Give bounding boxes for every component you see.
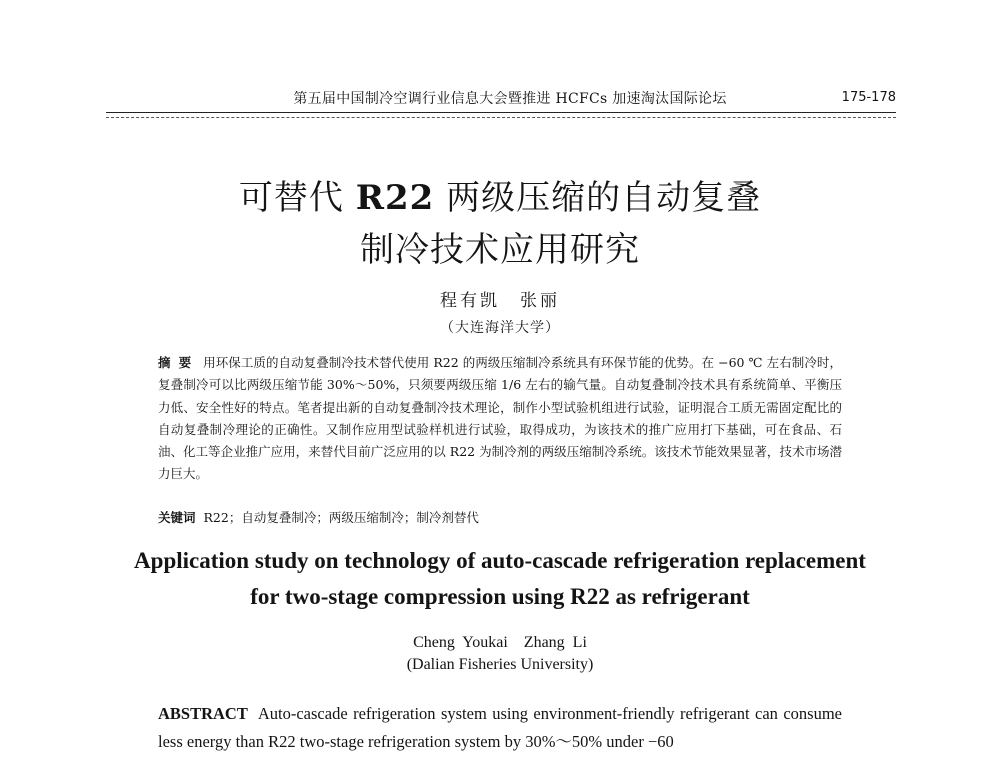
chinese-keywords-label: 关键词 — [158, 510, 196, 525]
english-abstract-label: ABSTRACT — [158, 704, 248, 723]
chinese-keywords — [158, 508, 479, 526]
page-range: 175-178 — [841, 90, 896, 105]
english-title-line-2: for two-stage compression using R22 as refrigerant — [250, 584, 750, 609]
running-header: 第五届中国制冷空调行业信息大会暨推进 HCFCs 加速淘汰国际论坛 — [293, 91, 727, 107]
english-abstract-text: Auto-cascade refrigeration system using environment-friendly refrigerant can consume less energy than R22 two-stage refrigeration system by 30%～50% under −60 — [158, 704, 842, 751]
chinese-abstract-text: 用环保工质的自动复叠制冷技术替代使用 R22 的两级压缩制冷系统具有环保节能的优势。在 −60 ℃ 左右制冷时，复叠制冷可以比两级压缩节能 30%～50%，只须要两级压缩 1/6 左右的输气量。自动复叠制冷技术具有系统简单、平衡压力低、安全性好的特点。笔者提出新的自动复叠制冷技术理论，制作小型试验机组进行试验，证明混合工质无需固定配比的自动复叠制冷理论的正确性。又制作应用型试验样机进行试验，取得成功，为该技术的推广应用打下基础，可在食品、石油、化工等企业推广应用，来替代目前广泛应用的以 R22 为制冷剂的两级压缩制冷系统。该技术节能效果显著，技术市场潜力巨大。 — [158, 355, 842, 482]
chinese-title-r22: R22 — [355, 178, 435, 218]
english-abstract — [158, 700, 842, 756]
chinese-title-line-1 — [0, 170, 1000, 219]
chinese-abstract-label: 摘要 — [158, 355, 200, 370]
chinese-affiliation: （大连海洋大学） — [440, 320, 560, 336]
chinese-keywords-text: R22；自动复叠制冷；两级压缩制冷；制冷剂替代 — [203, 510, 479, 525]
english-authors: Cheng Youkai Zhang Li — [413, 634, 587, 651]
chinese-abstract — [158, 352, 842, 486]
chinese-title-suffix: 两级压缩的自动复叠 — [434, 178, 762, 218]
header-rule-secondary — [106, 117, 896, 118]
english-title-line-1: Application study on technology of auto-cascade refrigeration replacement — [134, 548, 866, 573]
chinese-title-line-2: 制冷技术应用研究 — [360, 230, 640, 270]
english-affiliation: (Dalian Fisheries University) — [406, 656, 594, 673]
header-rule — [106, 112, 896, 113]
chinese-title-prefix: 可替代 — [238, 178, 356, 218]
chinese-authors: 程有凯 张丽 — [440, 291, 560, 311]
